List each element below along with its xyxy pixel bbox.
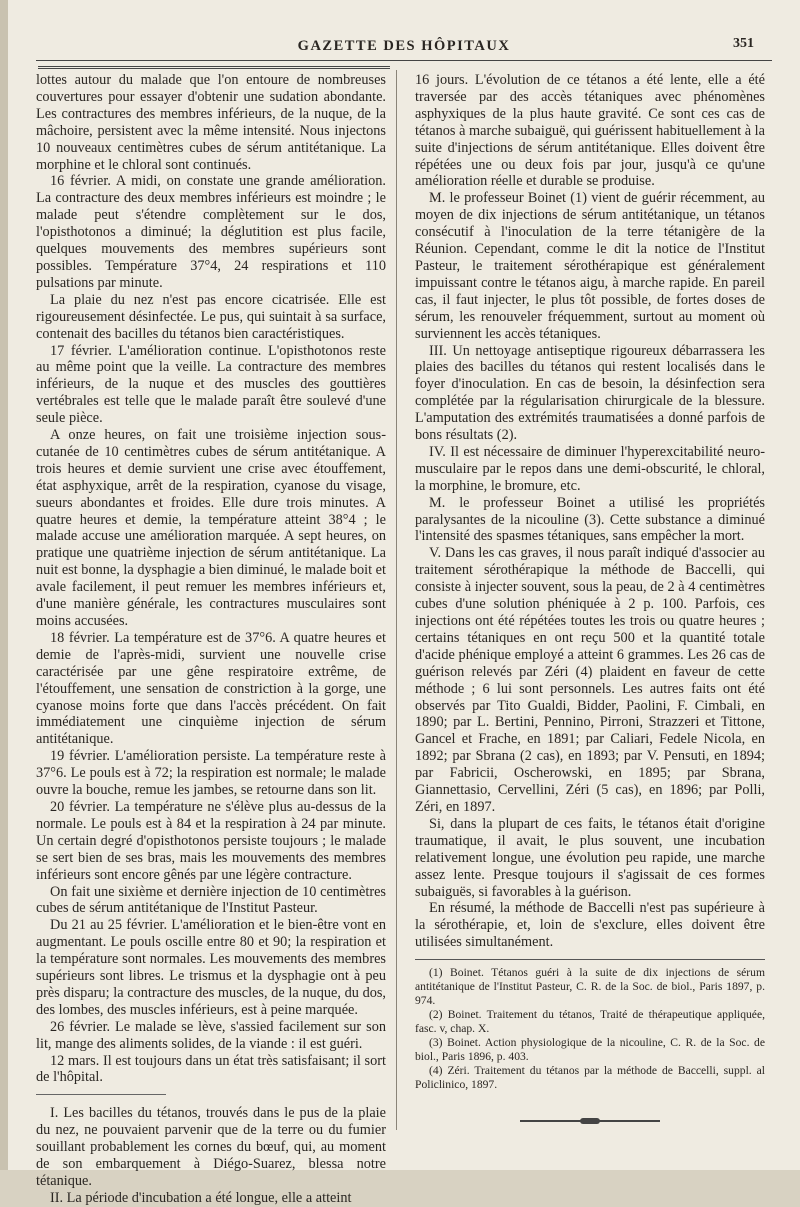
conclusion-paragraph: I. Les bacilles du tétanos, trouvés dans le pus de la plaie du nez, ne pouvaient parvenir que de la terre ou du fumier souillant probablement les cornes du bœuf, qui, au moment de son embarquement à Diégo-Suarez, blessa notre tétanique. bbox=[36, 1105, 386, 1189]
paragraph: 26 février. Le malade se lève, s'assied facilement sur son lit, mange des aliments solides, de la viande : il est guéri. bbox=[36, 1018, 386, 1052]
paragraph: M. le professeur Boinet (1) vient de guérir récemment, au moyen de dix injections de sérum antitétanique, un tétanos consécutif à l'inoculation de la terre tétanigère de la Réunion. Cependant, comme le dit la notice de l'Institut Pasteur, le traitement sérothérapique est généralement impuissant contre le tétanos aigu, à marche rapide. En pareil cas, il faut injecter, le plus tôt possible, de fortes doses de sérum, les renouveler fréquemment, surtout au moment où surviennent les accès tétaniques. bbox=[415, 190, 765, 342]
paragraph: A onze heures, on fait une troisième injection sous-cutanée de 10 centimètres cubes de sérum antitétanique. A trois heures et demie survient une crise avec étouffement, état asphyxique, arrêt de la respiration, cyanose du visage, sueurs abondantes et froides. Elle dure trois minutes. A quatre heures et demie, la température atteint 38°4 ; le malade accuse une amélioration marquée. A sept heures, on pratique une quatrième injection de sérum antitétanique. La nuit est bonne, la dysphagie a bien diminué, le malade boit et avale facilement, il peut remuer les membres inférieurs et, d'une manière générale, les contractures musculaires sont moins accusées. bbox=[36, 427, 386, 629]
left-column bbox=[36, 72, 386, 1207]
footnote-separator bbox=[415, 959, 765, 960]
paragraph: 20 février. La température ne s'élève plus au-dessus de la normale. Le pouls est à 84 et la respiration à 24 par minute. Un certain degré d'opisthotonos persiste toujours ; le malade se sert bien de ses bras, mais les mouvements des membres inférieurs sont encore gênés par une légère contracture. bbox=[36, 798, 386, 883]
paragraph: M. le professeur Boinet a utilisé les propriétés paralysantes de la nicouline (3). Cette substance a diminué l'intensité des spasmes tétaniques, sans empêcher la mort. bbox=[415, 494, 765, 545]
paragraph: En résumé, la méthode de Baccelli n'est pas supérieure à la sérothérapie, et, loin de s'exclure, elles doivent être utilisées simultanément. bbox=[415, 900, 765, 951]
paragraph: V. Dans les cas graves, il nous paraît indiqué d'associer au traitement sérothérapique la méthode de Baccelli, qui consiste à injecter souvent, sous la peau, de 2 à 4 centimètres cubes d'une solution phéniquée à 2 p. 100. Parfois, ces injections ont été répétées toutes les trois ou quatre heures ; certains tétaniques en ont reçu 500 et la quantité totale d'acide phénique employé a atteint 6 grammes. Les 26 cas de guérison relevés par Zéri (4) plaident en faveur de cette méthode ; 6 lui sont personnels. Les autres faits ont été observés par Tito Gualdi, Bidder, Paolini, F. Cimbali, en 1890; par L. Bertini, Pennino, Pirroni, Strazzeri et Tittone, Gancel et Frache, en 1891; par Caliari, Fedele Nicola, en 1892; par Sbrana (2 cas), en 1893; par V. Pensuti, en 1894; par Fabricii, Oscherowski, en 1895; par Sbrana, Giannettasio, Cervellini, Zéri (5 cas), en 1896; par Polli, Zéri, en 1897. bbox=[415, 545, 765, 815]
right-column bbox=[415, 72, 765, 1122]
paragraph: lottes autour du malade que l'on entoure de nombreuses couvertures pour essayer d'obtenir une sudation abondante. Les contractures des membres inférieurs, de la nuque, de la mâchoire, persistent avec la même intensité. Nous injectons 10 nouveaux centimètres cubes de sérum antitétanique. La morphine et le chloral sont continués. bbox=[36, 72, 386, 173]
paragraph: Du 21 au 25 février. L'amélioration et le bien-être vont en augmentant. Le pouls oscille entre 80 et 90; la respiration et la température sont normales. Les mouvements des membres supérieurs sont libres. Le trismus et la dysphagie ont à peu près disparu; la contracture des muscles, de la nuque, du dos, des lombes, des muscles inférieurs, est à peine marquée. bbox=[36, 917, 386, 1018]
paragraph: 19 février. L'amélioration persiste. La température reste à 37°6. Le pouls est à 72; la respiration est normale; le malade ouvre la bouche, remue les jambes, se retourne dans son lit. bbox=[36, 748, 386, 799]
section-separator bbox=[36, 1094, 166, 1095]
paragraph: 16 février. A midi, on constate une grande amélioration. La contracture des deux membres inférieurs est moindre ; le malade peut s'étendre complètement sur le dos, l'opisthotonos a diminué; la déglutition est plus facile, quelques mouvements des membres supérieurs sont possibles. Température 37°4, 24 respirations et 110 pulsations par minute. bbox=[36, 173, 386, 291]
paragraph: Si, dans la plupart de ces faits, le tétanos était d'origine traumatique, il avait, le plus souvent, une incubation relativement longue, une évolution peu rapide, une marche assez lente. Presque toujours il s'agissait de ces formes subaiguës, si favorables à la guérison. bbox=[415, 815, 765, 900]
footnotes bbox=[415, 966, 765, 1092]
footnote: (4) Zéri. Traitement du tétanos par la méthode de Baccelli, suppl. al Policlinico, 1897. bbox=[415, 1064, 765, 1092]
footnote: (2) Boinet. Traitement du tétanos, Traité de thérapeutique appliquée, fasc. v, chap. X. bbox=[415, 1008, 765, 1036]
paragraph: La plaie du nez n'est pas encore cicatrisée. Elle est rigoureusement désinfectée. Le pus, qui suintait à sa surface, contenait des bacilles du tétanos bien caractéristiques. bbox=[36, 291, 386, 342]
paragraph: On fait une sixième et dernière injection de 10 centimètres cubes de sérum antitétanique de l'Institut Pasteur. bbox=[36, 883, 386, 917]
header-double-rule bbox=[38, 66, 390, 69]
conclusion-paragraph: II. La période d'incubation a été longue, elle a atteint bbox=[50, 1189, 352, 1206]
end-ornament bbox=[520, 1120, 660, 1122]
paragraph: III. Un nettoyage antiseptique rigoureux débarrassera les plaies des bacilles du tétanos qui restent localisés dans le foyer d'inoculation. En cas de besoin, la désinfection sera complétée par la régularisation chirurgicale de la blessure. L'amputation des extrémités traumatisées a donné parfois de bons résultats (2). bbox=[415, 342, 765, 444]
paragraph: IV. Il est nécessaire de diminuer l'hyperexcitabilité neuro-musculaire par le repos dans une demi-obscurité, le chloral, la morphine, le bromure, etc. bbox=[415, 443, 765, 494]
paragraph: 18 février. La température est de 37°6. A quatre heures et demie de l'après-midi, survient une nouvelle crise caractérisée par une gêne respiratoire extrême, de l'étouffement, une sensation de constriction à la gorge, une cyanose moins forte que dans l'accès précédent. On fait immédiatement une cinquième injection de sérum antitétanique. bbox=[36, 629, 386, 748]
page-header-title: GAZETTE DES HÔPITAUX bbox=[297, 38, 511, 54]
column-divider bbox=[396, 70, 397, 1130]
header-rule bbox=[36, 60, 772, 61]
paragraph: 17 février. L'amélioration continue. L'opisthotonos reste au même point que la veille. La contracture des membres inférieurs, de la nuque et des muscles des gouttières vertébrales est telle que le malade paraît être soulevé d'une seule pièce. bbox=[36, 342, 386, 427]
footnote: (1) Boinet. Tétanos guéri à la suite de dix injections de sérum antitétanique de l'Institut Pasteur, C. R. de la Soc. de biol., Paris 1897, p. 974. bbox=[415, 966, 765, 1008]
page-number: 351 bbox=[733, 36, 754, 51]
paragraph: 12 mars. Il est toujours dans un état très satisfaisant; il sort de l'hôpital. bbox=[36, 1052, 386, 1086]
paragraph: 16 jours. L'évolution de ce tétanos a été lente, elle a été traversée par des accès tétaniques avec phénomènes asphyxiques de la plus haute gravité. Ce sont ces cas de tétanos à marche subaiguë, qui guérissent habituellement à la suite d'injections de sérum antitétanique. Elles doivent être répétées une ou deux fois par jour, jusqu'à ce qu'une amélioration réelle et durable se produise. bbox=[415, 72, 765, 190]
footnote: (3) Boinet. Action physiologique de la nicouline, C. R. de la Soc. de biol., Paris 1896, p. 403. bbox=[415, 1036, 765, 1064]
